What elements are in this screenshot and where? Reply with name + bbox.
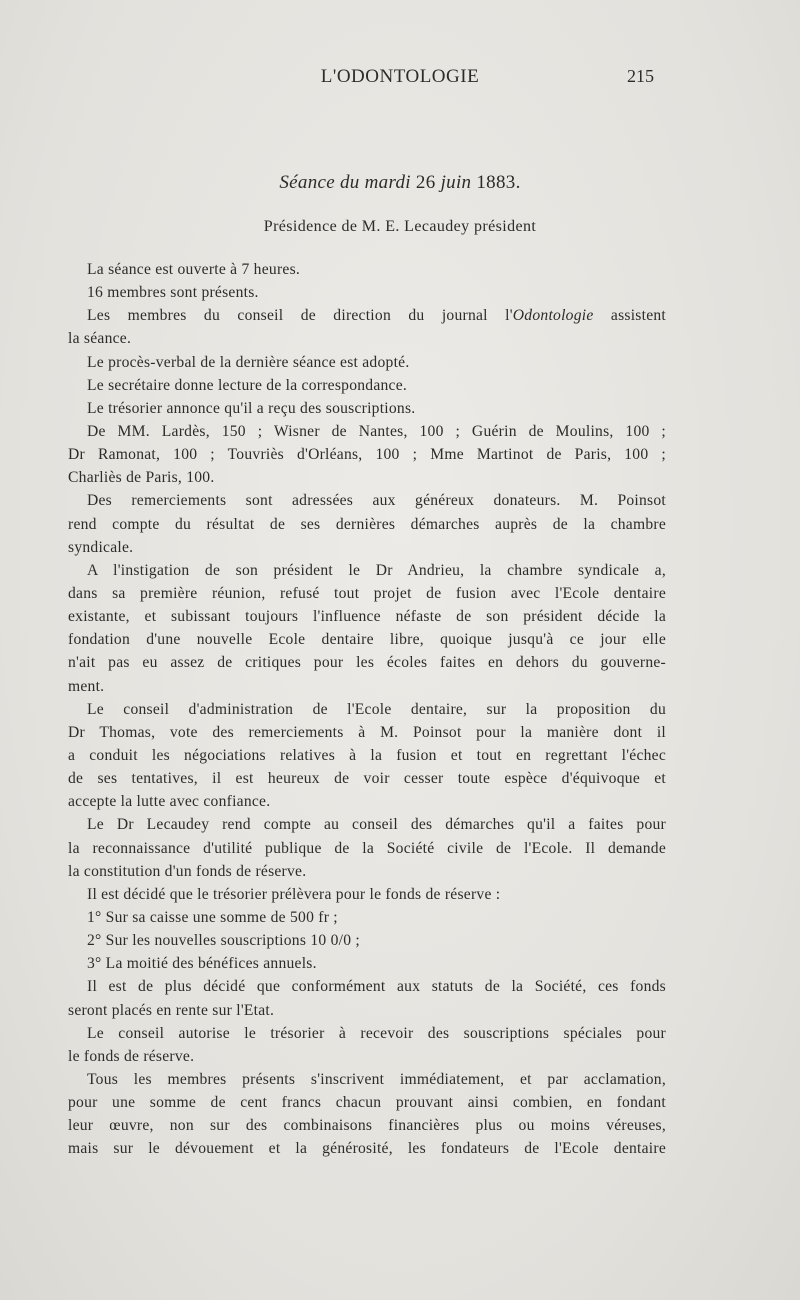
session-day: 26	[415, 172, 436, 193]
text-line: seront placés en rente sur l'Etat.	[68, 1001, 275, 1019]
minutes-body	[68, 258, 666, 1160]
text-line: n'ait pas eu assez de critiques pour les écoles faites en dehors du gouverne-	[68, 654, 666, 672]
text-line	[68, 304, 666, 327]
text-line: accepte la lutte avec confiance.	[68, 793, 271, 811]
text-line: Il est décidé que le trésorier prélèvera pour le fonds de réserve :	[87, 885, 501, 903]
text-line: 2° Sur les nouvelles souscriptions 10 0/0 ;	[87, 932, 360, 950]
session-year: 1883.	[471, 172, 521, 193]
text-segment: assistent	[593, 307, 666, 325]
journal-name-italic: Odontologie	[512, 307, 594, 325]
text-line: Des remerciements sont adressées aux généreux donateurs. M. Poinsot	[87, 492, 666, 510]
text-line: leur œuvre, non sur des combinaisons financières plus ou moins véreuses,	[68, 1117, 666, 1135]
text-line: Le conseil d'administration de l'Ecole dentaire, sur la proposition du	[87, 700, 666, 718]
text-line: 3° La moitié des bénéfices annuels.	[87, 955, 317, 973]
text-line: ment.	[68, 677, 105, 695]
presidency-line: Présidence de M. E. Lecaudey président	[263, 218, 537, 235]
text-line: Le conseil autorise le trésorier à recevoir des souscriptions spéciales pour	[87, 1024, 666, 1042]
text-line: dans sa première réunion, refusé tout projet de fusion avec l'Ecole dentaire	[68, 584, 666, 602]
text-line: Tous les membres présents s'inscrivent immédiatement, et par acclamation,	[87, 1070, 666, 1088]
page-number: 215	[627, 66, 654, 86]
text-line: syndicale.	[68, 538, 134, 556]
text-line: la reconnaissance d'utilité publique de la Société civile de l'Ecole. Il demande	[68, 839, 666, 857]
text-segment: Les membres du conseil de direction du journal l'	[87, 307, 513, 325]
text-line: pour une somme de cent francs chacun prouvant ainsi combien, en fondant	[68, 1094, 666, 1112]
text-line: Dr Ramonat, 100 ; Touvriès d'Orléans, 100 ; Mme Martinot de Paris, 100 ;	[68, 446, 666, 464]
text-line: le fonds de réserve.	[68, 1047, 195, 1065]
text-line: fondation d'une nouvelle Ecole dentaire libre, quoique jusqu'à ce jour elle	[68, 631, 666, 649]
text-line: la constitution d'un fonds de réserve.	[68, 862, 307, 880]
session-title	[0, 172, 800, 194]
text-line: Le procès-verbal de la dernière séance est adopté.	[87, 353, 410, 371]
session-month: juin	[435, 172, 472, 193]
text-line: rend compte du résultat de ses dernières démarches auprès de la chambre	[68, 515, 666, 533]
text-line: Il est de plus décidé que conformément aux statuts de la Société, ces fonds	[87, 978, 666, 996]
text-line: Le Dr Lecaudey rend compte au conseil des démarches qu'il a faites pour	[87, 816, 666, 834]
text-line: Charliès de Paris, 100.	[68, 469, 215, 487]
text-line: a conduit les négociations relatives à la fusion et tout en regrettant l'échec	[68, 746, 666, 764]
running-head	[0, 66, 800, 96]
text-line: de ses tentatives, il est heureux de voir cesser toute espèce d'équivoque et	[68, 770, 666, 788]
text-line: mais sur le dévouement et la générosité, les fondateurs de l'Ecole dentaire	[68, 1140, 666, 1158]
text-line: A l'instigation de son président le Dr Andrieu, la chambre syndicale a,	[87, 561, 666, 579]
text-line: De MM. Lardès, 150 ; Wisner de Nantes, 100 ; Guérin de Moulins, 100 ;	[87, 422, 666, 440]
journal-title: L'ODONTOLOGIE	[320, 66, 480, 87]
text-line: 1° Sur sa caisse une somme de 500 fr ;	[87, 908, 338, 926]
text-line: existante, et subissant toujours l'influence néfaste de son président décide la	[68, 608, 666, 626]
text-line: La séance est ouverte à 7 heures.	[87, 261, 301, 278]
text-line: Le trésorier annonce qu'il a reçu des souscriptions.	[87, 399, 416, 417]
text-line: Le secrétaire donne lecture de la correspondance.	[87, 376, 408, 394]
text-line: Dr Thomas, vote des remerciements à M. Poinsot pour la manière dont il	[68, 723, 666, 741]
text-line: la séance.	[68, 330, 132, 348]
session-title-prefix: Séance du mardi	[279, 172, 416, 193]
text-line: 16 membres sont présents.	[87, 284, 259, 302]
